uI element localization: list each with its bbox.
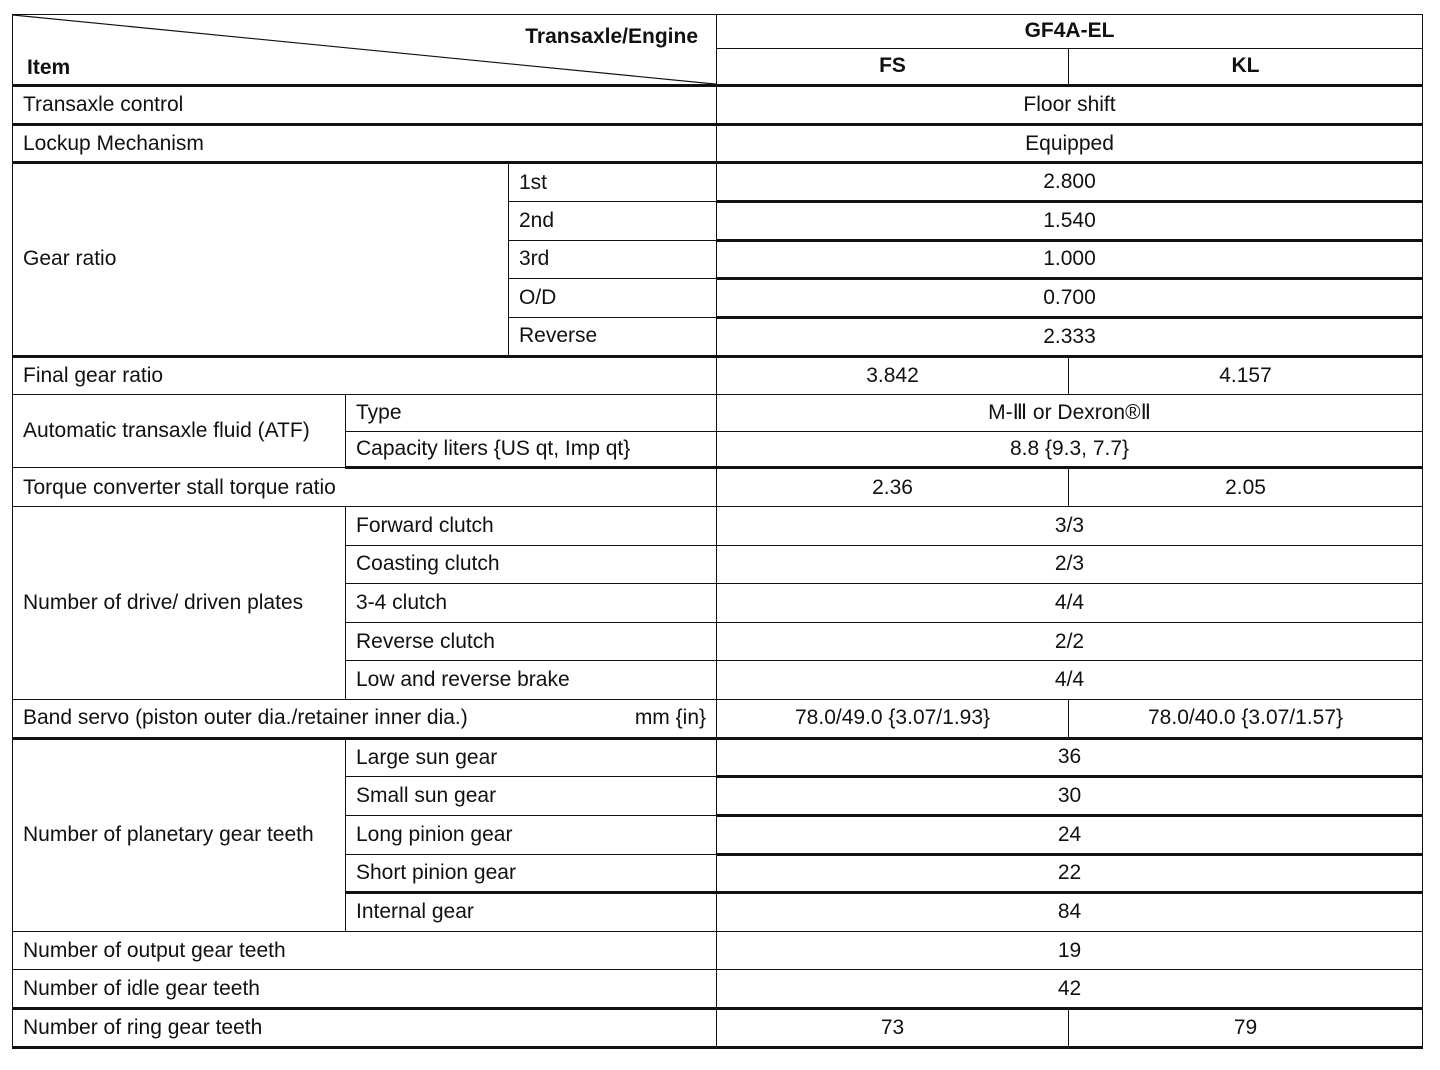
atf-type-value: M-Ⅲ or Dexron®Ⅱ — [717, 395, 1423, 432]
band-servo-unit: mm {in} — [634, 706, 707, 730]
planetary-short-pinion-value: 22 — [717, 854, 1423, 893]
stall-torque-ratio-fs: 2.36 — [717, 468, 1069, 507]
planetary-short-pinion-label: Short pinion gear — [346, 854, 717, 893]
planetary-internal-gear-label: Internal gear — [346, 893, 717, 932]
plates-3-4-clutch-value: 4/4 — [717, 584, 1423, 623]
final-gear-ratio-kl: 4.157 — [1069, 356, 1423, 395]
gear-ratio-1st-value: 2.800 — [717, 163, 1423, 202]
ring-gear-teeth-label: Number of ring gear teeth — [13, 1009, 717, 1048]
gear-ratio-3rd-value: 1.000 — [717, 240, 1423, 279]
gear-ratio-3rd-label: 3rd — [509, 240, 717, 279]
planetary-long-pinion-label: Long pinion gear — [346, 815, 717, 854]
planetary-small-sun-value: 30 — [717, 777, 1423, 816]
lockup-mechanism-value: Equipped — [717, 124, 1423, 163]
plates-3-4-clutch-label: 3-4 clutch — [346, 584, 717, 623]
plates-low-reverse-brake-label: Low and reverse brake — [346, 661, 717, 700]
model-header: GF4A-EL — [717, 15, 1423, 49]
plates-forward-clutch-value: 3/3 — [717, 506, 1423, 545]
stall-torque-ratio-label: Torque converter stall torque ratio — [13, 468, 717, 507]
plates-low-reverse-brake-value: 4/4 — [717, 661, 1423, 700]
idle-gear-teeth-value: 42 — [717, 970, 1423, 1009]
transaxle-engine-header: Transaxle/Engine — [525, 25, 699, 48]
header-corner-cell — [13, 15, 717, 86]
atf-capacity-label: Capacity liters {US qt, Imp qt} — [346, 431, 717, 468]
band-servo-fs: 78.0/49.0 {3.07/1.93} — [717, 700, 1069, 739]
planetary-large-sun-value: 36 — [717, 738, 1423, 777]
plates-reverse-clutch-label: Reverse clutch — [346, 622, 717, 661]
planetary-label: Number of planetary gear teeth — [13, 738, 346, 931]
atf-capacity-value: 8.8 {9.3, 7.7} — [717, 431, 1423, 468]
atf-label: Automatic transaxle fluid (ATF) — [13, 395, 346, 468]
ring-gear-teeth-kl: 79 — [1069, 1009, 1423, 1048]
transaxle-control-label: Transaxle control — [13, 86, 717, 125]
final-gear-ratio-label: Final gear ratio — [13, 356, 717, 395]
gear-ratio-2nd-value: 1.540 — [717, 202, 1423, 241]
atf-type-label: Type — [346, 395, 717, 432]
ring-gear-teeth-fs: 73 — [717, 1009, 1069, 1048]
gear-ratio-reverse-value: 2.333 — [717, 317, 1423, 356]
planetary-internal-gear-value: 84 — [717, 893, 1423, 932]
transaxle-control-value: Floor shift — [717, 86, 1423, 125]
band-servo-label-cell — [13, 700, 717, 739]
plates-coasting-clutch-label: Coasting clutch — [346, 545, 717, 584]
lockup-mechanism-label: Lockup Mechanism — [13, 124, 717, 163]
planetary-small-sun-label: Small sun gear — [346, 777, 717, 816]
final-gear-ratio-fs: 3.842 — [717, 356, 1069, 395]
band-servo-kl: 78.0/40.0 {3.07/1.57} — [1069, 700, 1423, 739]
plates-coasting-clutch-value: 2/3 — [717, 545, 1423, 584]
item-header: Item — [27, 56, 71, 80]
gear-ratio-2nd-label: 2nd — [509, 202, 717, 241]
plates-forward-clutch-label: Forward clutch — [346, 506, 717, 545]
kl-column-header: KL — [1069, 48, 1423, 86]
planetary-long-pinion-value: 24 — [717, 815, 1423, 854]
fs-column-header: FS — [717, 48, 1069, 86]
output-gear-teeth-label: Number of output gear teeth — [13, 931, 717, 970]
planetary-large-sun-label: Large sun gear — [346, 738, 717, 777]
plates-reverse-clutch-value: 2/2 — [717, 622, 1423, 661]
output-gear-teeth-value: 19 — [717, 931, 1423, 970]
gear-ratio-od-value: 0.700 — [717, 279, 1423, 318]
idle-gear-teeth-label: Number of idle gear teeth — [13, 970, 717, 1009]
stall-torque-ratio-kl: 2.05 — [1069, 468, 1423, 507]
gear-ratio-reverse-label: Reverse — [509, 317, 717, 356]
plates-label: Number of drive/ driven plates — [13, 506, 346, 699]
gear-ratio-od-label: O/D — [509, 279, 717, 318]
gear-ratio-1st-label: 1st — [509, 163, 717, 202]
specification-table — [12, 14, 1423, 1049]
gear-ratio-label: Gear ratio — [13, 163, 509, 356]
band-servo-label: Band servo (piston outer dia./retainer inner dia.) — [23, 706, 468, 730]
